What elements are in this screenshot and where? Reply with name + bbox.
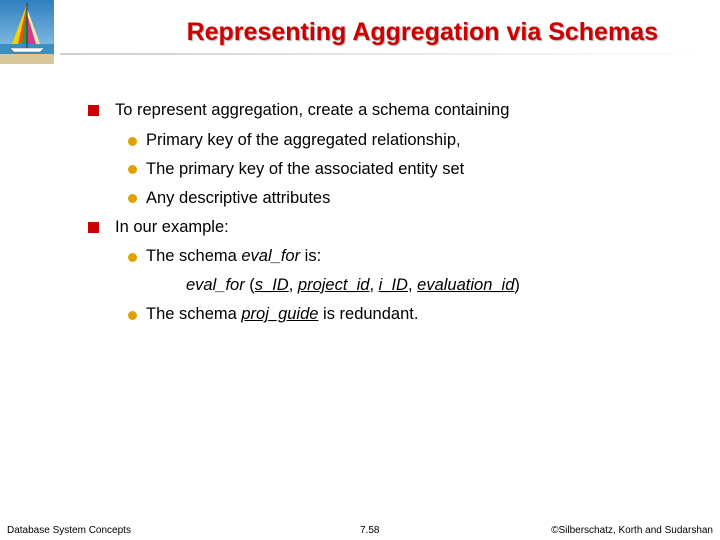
- bullet-dot-icon: [128, 194, 137, 203]
- text-run: The schema: [146, 305, 242, 323]
- bullet-square-icon: [88, 105, 99, 116]
- sub-bullet-text: [146, 305, 418, 324]
- bullet-text: To represent aggregation, create a schema containing: [115, 101, 510, 119]
- schema-name: eval_for: [186, 276, 245, 294]
- text-run: is:: [300, 247, 322, 265]
- key-attribute: s_ID: [254, 276, 289, 294]
- text-run: ,: [407, 276, 418, 294]
- text-run: (: [244, 276, 255, 294]
- schema-definition: [186, 276, 520, 295]
- sub-bullet-text: The primary key of the associated entity set: [146, 160, 465, 178]
- sub-bullet-text: Primary key of the aggregated relationship,: [146, 131, 461, 149]
- title-divider: [60, 53, 720, 55]
- text-run: ): [514, 276, 520, 294]
- sailboat-logo-icon: [0, 0, 54, 64]
- sub-bullet-text: [146, 247, 321, 266]
- key-attribute: i_ID: [378, 276, 408, 294]
- footer-page-number: 7.58: [360, 525, 380, 536]
- sub-bullet-text: Any descriptive attributes: [146, 189, 331, 207]
- text-run: ,: [369, 276, 379, 294]
- bullet-dot-icon: [128, 253, 137, 262]
- footer-right: ©Silberschatz, Korth and Sudarshan: [551, 525, 713, 536]
- bullet-dot-icon: [128, 137, 137, 146]
- footer-left: Database System Concepts: [7, 525, 131, 536]
- schema-name: proj_guide: [241, 305, 319, 323]
- bullet-dot-icon: [128, 165, 137, 174]
- text-run: ,: [288, 276, 298, 294]
- key-attribute: project_id: [297, 276, 370, 294]
- bullet-dot-icon: [128, 311, 137, 320]
- bullet-square-icon: [88, 222, 99, 233]
- key-attribute: evaluation_id: [417, 276, 515, 294]
- text-run: is redundant.: [318, 305, 419, 323]
- slide-title: Representing Aggregation via Schemas: [186, 18, 658, 46]
- schema-name: eval_for: [241, 247, 301, 265]
- text-run: The schema: [146, 247, 242, 265]
- bullet-text: In our example:: [115, 218, 229, 236]
